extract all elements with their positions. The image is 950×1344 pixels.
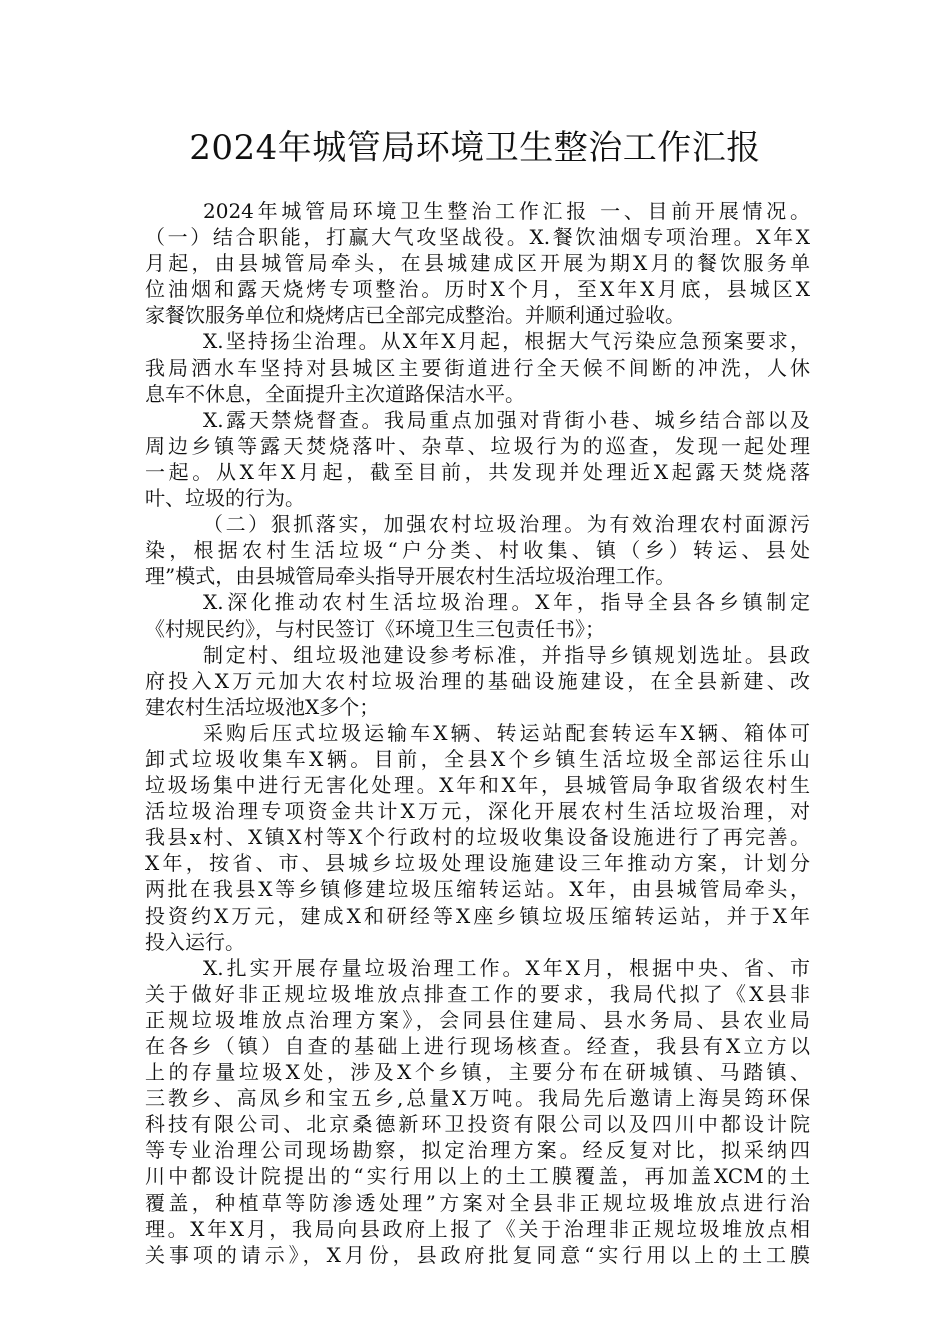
- body-text-line: 正规垃圾堆放点治理方案》，会同县住建局、县水务局、县农业局: [145, 1007, 810, 1032]
- body-text-line: 染，根据农村生活垃圾“户分类、村收集、镇（乡）转运、县处: [145, 538, 810, 563]
- body-text-line: X.深化推动农村生活垃圾治理。X年，指导全县各乡镇制定: [203, 590, 810, 615]
- body-text-line: 理。X年X月，我局向县政府上报了《关于治理非正规垃圾堆放点相: [145, 1216, 810, 1241]
- body-text-line: 一起。从X年X月起，截至目前，共发现并处理近X起露天焚烧落: [145, 459, 810, 484]
- body-text-line: 三教乡、高凤乡和宝五乡,总量X万吨。我局先后邀请上海昊筠环保: [145, 1086, 810, 1111]
- body-text-line: 《村规民约》，与村民签订《环境卫生三包责任书》；: [145, 616, 605, 641]
- body-text-line: 川中都设计院提出的“实行用以上的土工膜覆盖，再加盖XCM的土: [145, 1164, 810, 1189]
- body-text-line: 等专业治理公司现场勘察，拟定治理方案。经反复对比，拟采纳四: [145, 1138, 810, 1163]
- body-text-line: 息车不休息，全面提升主次道路保洁水平。: [145, 381, 525, 406]
- body-text-line: 位油烟和露天烧烤专项整治。历时X个月，至X年X月底，县城区X: [145, 277, 810, 302]
- body-text-line: X.扎实开展存量垃圾治理工作。X年X月，根据中央、省、市: [203, 955, 810, 980]
- body-text-line: 建农村生活垃圾池X多个；: [145, 694, 380, 719]
- body-text-line: 制定村、组垃圾池建设参考标准，并指导乡镇规划选址。县政: [203, 642, 810, 667]
- body-text-line: X.坚持扬尘治理。从X年X月起，根据大气污染应急预案要求，: [203, 329, 810, 354]
- body-text-line: 关事项的请示》，X月份，县政府批复同意“实行用以上的土工膜: [145, 1242, 810, 1267]
- body-text-line: 上的存量垃圾X处，涉及X个乡镇，主要分布在研城镇、马踏镇、: [145, 1060, 810, 1085]
- document-body: [145, 198, 810, 1268]
- body-text-line: 科技有限公司、北京桑德新环卫投资有限公司以及四川中都设计院: [145, 1112, 810, 1137]
- body-text-line: 垃圾场集中进行无害化处理。X年和X年，县城管局争取省级农村生: [145, 773, 810, 798]
- body-text-line: 采购后压式垃圾运输车X辆、转运站配套转运车X辆、箱体可: [203, 720, 810, 745]
- document-title: 2024年城管局环境卫生整治工作汇报: [189, 128, 761, 168]
- body-text-line: 府投入X万元加大农村垃圾治理的基础设施建设，在全县新建、改: [145, 668, 810, 693]
- body-text-line: 周边乡镇等露天焚烧落叶、杂草、垃圾行为的巡查，发现一起处理: [145, 433, 810, 458]
- body-text-line: 覆盖，种植草等防渗透处理”方案对全县非正规垃圾堆放点进行治: [145, 1190, 810, 1215]
- body-text-line: 月起，由县城管局牵头，在县城建成区开展为期X月的餐饮服务单: [145, 251, 810, 276]
- body-text-line: 关于做好非正规垃圾堆放点排查工作的要求，我局代拟了《X县非: [145, 981, 810, 1006]
- body-text-line: 叶、垃圾的行为。: [145, 486, 305, 511]
- body-text-line: 2024年城管局环境卫生整治工作汇报 一、目前开展情况。: [203, 199, 810, 223]
- body-text-line: 投入运行。: [145, 929, 245, 954]
- body-text-line: 理”模式，由县城管局牵头指导开展农村生活垃圾治理工作。: [145, 564, 676, 589]
- body-text-line: 我局洒水车坚持对县城区主要街道进行全天候不间断的冲洗，人休: [145, 355, 810, 380]
- body-text-line: （一）结合职能，打赢大气攻坚战役。X.餐饮油烟专项治理。X年X: [145, 225, 810, 250]
- body-text-line: 家餐饮服务单位和烧烤店已全部完成整治。并顺利通过验收。: [145, 303, 685, 328]
- body-text-line: 在各乡（镇）自查的基础上进行现场核查。经查，我县有X立方以: [145, 1034, 810, 1058]
- body-text-line: X年，按省、市、县城乡垃圾处理设施建设三年推动方案，计划分: [145, 851, 810, 876]
- body-text-line: （二）狠抓落实，加强农村垃圾治理。为有效治理农村面源污: [203, 512, 810, 537]
- body-text-line: 投资约X万元，建成X和研经等X座乡镇垃圾压缩转运站，并于X年: [145, 903, 810, 928]
- body-text-line: X.露天禁烧督查。我局重点加强对背街小巷、城乡结合部以及: [203, 407, 810, 432]
- body-text-line: 我县x村、X镇X村等X个行政村的垃圾收集设备设施进行了再完善。: [145, 825, 810, 850]
- body-text-line: 卸式垃圾收集车X辆。目前，全县X个乡镇生活垃圾全部运往乐山: [145, 746, 810, 771]
- body-text-line: 活垃圾治理专项资金共计X万元，深化开展农村生活垃圾治理，对: [145, 799, 810, 824]
- body-text-line: 两批在我县X等乡镇修建垃圾压缩转运站。X年，由县城管局牵头，: [145, 877, 810, 902]
